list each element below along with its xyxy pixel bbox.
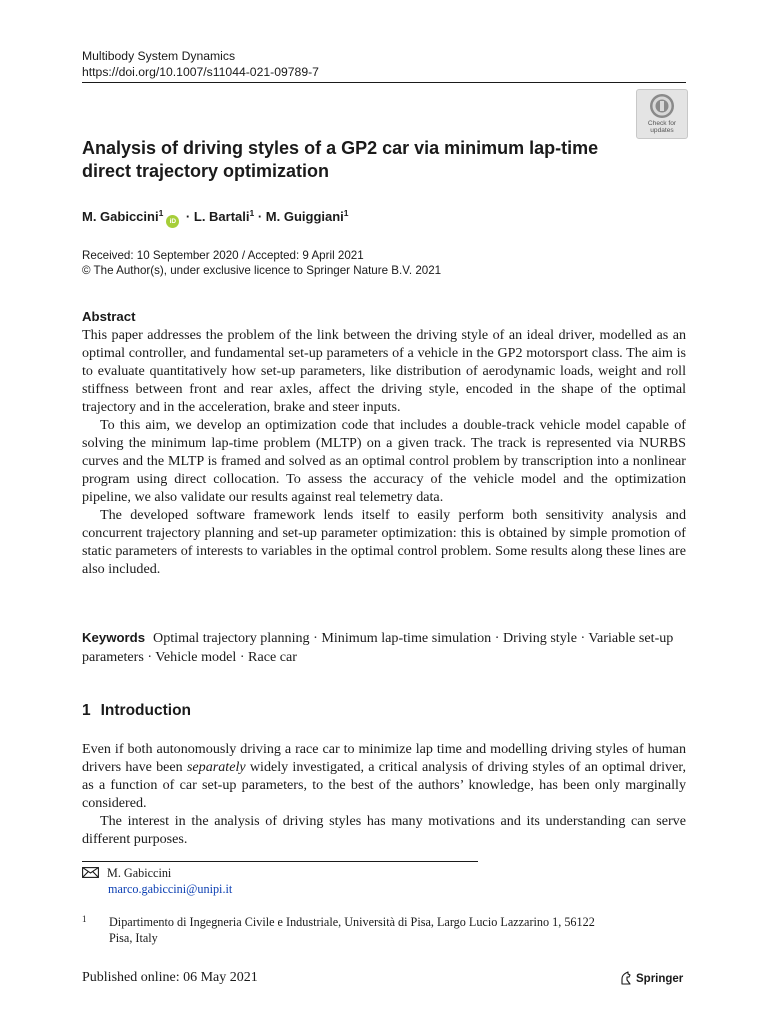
abstract-heading: Abstract (82, 309, 136, 324)
section-title: Introduction (100, 702, 192, 719)
affiliation-number: 1 (82, 914, 87, 924)
check-for-updates-icon (649, 93, 675, 119)
author-name[interactable]: M. Gabiccini (82, 209, 159, 224)
intro-emphasis: separately (186, 759, 246, 775)
doi-link[interactable]: https://doi.org/10.1007/s11044-021-09789-7 (82, 65, 319, 79)
corresponding-name: M. Gabiccini (107, 866, 172, 880)
affiliation-marker: 1 (343, 208, 349, 218)
abstract-paragraph: To this aim, we develop an optimization code that includes a double-track vehicle model capable of solving the minimum lap-time problem (MLTP) on a given track. The track is represented via NURBS curves and the MLTP is framed and solved as an optimal control problem by transcription into a nonlinear program using direct collocation. To assess the accuracy of the vehicle model and the optimization pipeline, we also validate our results against real telemetry data. (82, 417, 686, 505)
corresponding-author (82, 866, 232, 897)
header-rule (82, 82, 686, 83)
introduction-body (82, 740, 686, 848)
affiliation-marker: 1 (249, 208, 255, 218)
badge-line-2: updates (650, 127, 674, 134)
received-accepted-line: Received: 10 September 2020 / Accepted: 9 April 2021 (82, 249, 364, 262)
published-online: Published online: 06 May 2021 (82, 970, 258, 985)
author-list (82, 208, 349, 228)
author-separator: · (182, 209, 194, 224)
keywords-text: Optimal trajectory planning · Minimum lap-time simulation · Driving style · Variable set-up parameters · Vehicle model · Race car (82, 630, 674, 665)
springer-wordmark: Springer (636, 973, 684, 985)
corresponding-email-link[interactable]: marco.gabiccini@unipi.it (108, 881, 233, 896)
affiliation-marker: 1 (158, 208, 164, 218)
intro-text: widely investigated, a critical analysis of driving styles of an optimal driver, as a function of car set-up parameters, to the best of the authors’ knowledge, has been only marginally considered. (82, 759, 686, 811)
publication-dates (82, 248, 441, 278)
abstract-paragraph: This paper addresses the problem of the link between the driving style of an ideal driver, modelled as an optimal controller, and fundamental set-up parameters of a vehicle in the GP2 motorsport class. The aim is to evaluate quantitatively how set-up parameters, like distribution of aerodynamic loads, weight and roll stiffness between front and rear axles, affect the driving style, encoded in the shape of the optimal trajectory and in the acceleration, brake and steer inputs. (82, 327, 686, 415)
affiliation-line: Pisa, Italy (109, 930, 158, 945)
keywords-label: Keywords (82, 630, 146, 645)
corresponding-name-row (82, 866, 232, 882)
intro-text: Even if both autonomously driving a race car to minimize lap time and modelling driving styles of human drivers have been (82, 741, 686, 775)
check-for-updates-badge[interactable] (636, 89, 688, 139)
footnote-rule (82, 861, 478, 862)
keywords (82, 629, 686, 666)
orcid-icon[interactable]: iD (166, 215, 179, 228)
springer-horse-icon (619, 971, 633, 985)
section-heading (82, 702, 191, 720)
intro-paragraph: The interest in the analysis of driving styles has many motivations and its understanding can serve different purposes. (82, 813, 686, 847)
author-separator: · (254, 209, 266, 224)
springer-logo[interactable] (619, 971, 683, 985)
title-line-1: Analysis of driving styles of a GP2 car via minimum lap-time (82, 138, 599, 158)
author-name[interactable]: L. Bartali (193, 209, 250, 224)
affiliation-text (109, 915, 686, 946)
badge-line-1: Check for (647, 120, 677, 127)
abstract-paragraph: The developed software framework lends itself to easily perform both sensitivity analysis and concurrent trajectory planning and set-up parameter optimization: this is obtained by simple promotion of static parameters of interests to variables in the optimal control problem. Some results along these lines are also included. (82, 507, 686, 577)
abstract-body (82, 326, 686, 578)
badge-label (637, 120, 687, 134)
title-line-2: direct trajectory optimization (82, 161, 330, 181)
journal-name: Multibody System Dynamics (82, 49, 236, 63)
journal-header (82, 48, 319, 80)
section-number: 1 (82, 702, 91, 719)
intro-paragraph (82, 740, 686, 812)
copyright-line: © The Author(s), under exclusive licence to Springer Nature B.V. 2021 (82, 264, 442, 277)
affiliation-line: Dipartimento di Ingegneria Civile e Industriale, Università di Pisa, Largo Lucio Lazzarino 1, 56122 (109, 915, 595, 929)
envelope-icon (82, 867, 99, 878)
affiliation-footnote (82, 915, 686, 946)
author-name[interactable]: M. Guiggiani (265, 209, 344, 224)
paper-title (82, 137, 662, 183)
